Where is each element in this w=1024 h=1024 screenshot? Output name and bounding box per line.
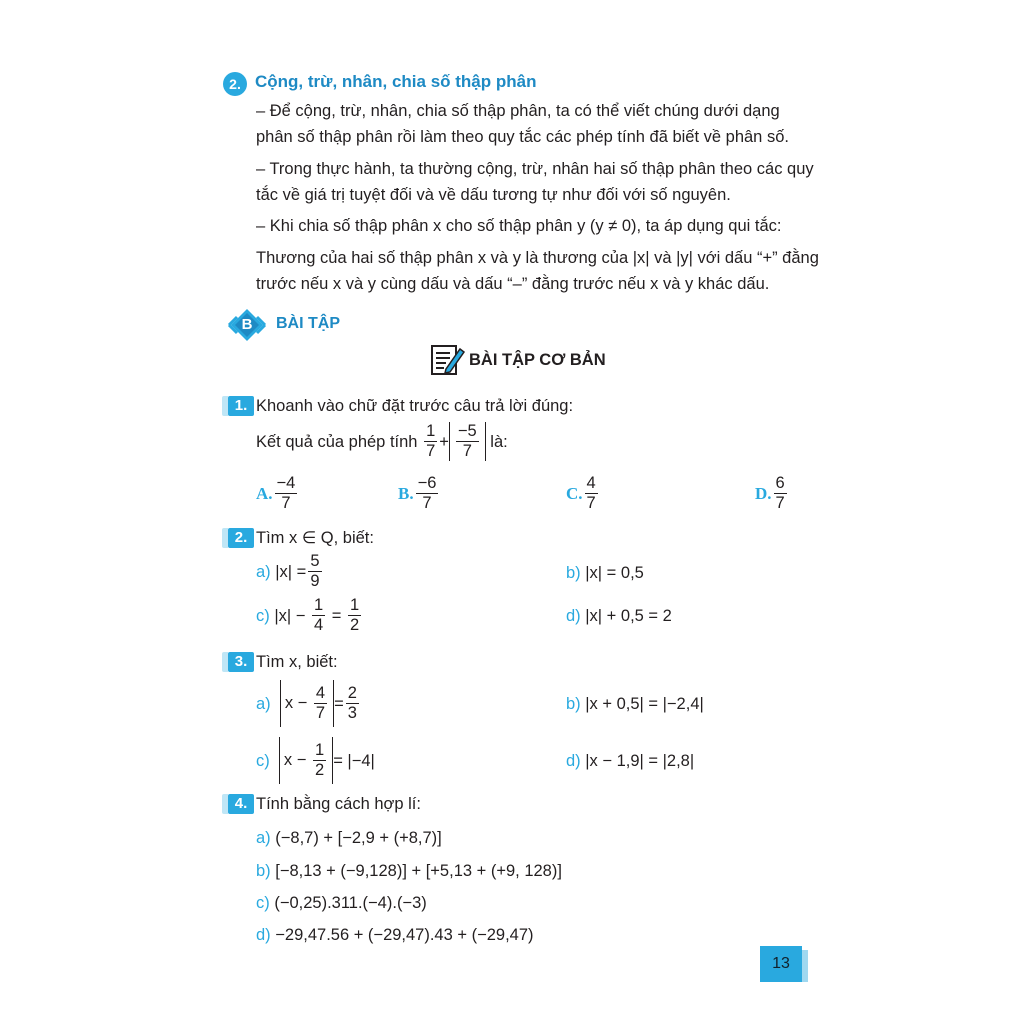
expression: −29,47.56 + (−29,47).43 + (−29,47) [275, 926, 534, 944]
sub-label: a) [256, 562, 271, 581]
expression: x − [284, 693, 308, 712]
sub-question-a [256, 680, 361, 727]
expression: (−8,7) + [−2,9 + (+8,7)] [275, 829, 442, 847]
exercise-expression [256, 422, 508, 461]
sub-question-a [256, 552, 324, 591]
plus-sign: + [439, 432, 449, 451]
option-b[interactable] [398, 474, 440, 513]
fraction [348, 596, 361, 635]
denominator: 7 [775, 494, 785, 512]
numerator: 1 [315, 741, 325, 759]
option-c[interactable] [566, 474, 600, 513]
equation-rhs: = |−4| [333, 751, 375, 770]
sub-label: d) [256, 926, 271, 944]
denominator: 2 [350, 616, 360, 634]
numerator: −6 [417, 474, 437, 492]
denominator: 7 [315, 704, 326, 722]
sub-label: d) [566, 607, 581, 625]
numerator: 4 [315, 684, 326, 702]
denominator: 7 [586, 494, 596, 512]
sub-label: c) [256, 751, 270, 770]
denominator: 4 [313, 616, 324, 634]
fraction [456, 422, 479, 461]
expression: [−8,13 + (−9,128)] + [+5,13 + (+9, 128)] [275, 862, 562, 880]
exercise-number-badge: 2. [228, 528, 254, 548]
denominator: 7 [422, 494, 432, 512]
equation-lhs: |x| = [275, 562, 307, 581]
denominator: 3 [347, 704, 357, 722]
sub-label: d) [566, 752, 581, 770]
section-b-title: BÀI TẬP [276, 315, 340, 332]
fraction [314, 684, 327, 723]
equation: |x| = 0,5 [585, 564, 644, 582]
fraction [424, 422, 437, 461]
paragraph-line: phân số thập phân rồi làm theo quy tắc các phép tính đã biết về phân số. [256, 128, 789, 146]
numerator: 6 [775, 474, 785, 492]
sub-label: c) [256, 894, 270, 912]
option-label: C. [566, 483, 583, 503]
equals-sign: = [331, 606, 342, 625]
notepad-pencil-icon [430, 343, 466, 377]
fraction [275, 474, 298, 513]
paragraph-line: tắc về giá trị tuyệt đối và về dấu tương tự như đối với số nguyên. [256, 186, 731, 204]
sub-question-d [256, 924, 534, 946]
section-title: Cộng, trừ, nhân, chia số thập phân [255, 72, 537, 91]
denominator: 2 [315, 761, 325, 779]
denominator: 7 [426, 442, 436, 460]
sub-question-d [566, 750, 694, 772]
sub-question-c [256, 737, 375, 784]
exercise-number-badge: 4. [228, 794, 254, 814]
sub-label: b) [566, 564, 581, 582]
sub-label: b) [256, 862, 271, 880]
numerator: 4 [586, 474, 596, 492]
fraction [774, 474, 787, 513]
option-label: D. [755, 483, 772, 503]
page-number: 13 [760, 946, 802, 982]
exercise-prompt: Tìm x ∈ Q, biết: [256, 529, 374, 547]
option-label: A. [256, 483, 273, 503]
paragraph-line: Thương của hai số thập phân x và y là thương của |x| và |y| với dấu “+” đằng [256, 249, 819, 267]
option-label: B. [398, 483, 414, 503]
option-a[interactable] [256, 474, 299, 513]
exercise-prompt: Tính bằng cách hợp lí: [256, 795, 421, 813]
expression-suffix: là: [490, 432, 508, 451]
paragraph-line: – Trong thực hành, ta thường cộng, trừ, nhân hai số thập phân theo các quy [256, 160, 814, 178]
numerator: −4 [276, 474, 296, 492]
equation: |x| + 0,5 = 2 [585, 607, 672, 625]
sub-question-b [566, 693, 704, 715]
numerator: 2 [347, 684, 357, 702]
sub-question-b [256, 860, 562, 882]
sub-label: b) [566, 695, 581, 713]
numerator: 1 [426, 422, 436, 440]
exercise-prompt: Khoanh vào chữ đặt trước câu trả lời đúng: [256, 397, 574, 415]
sub-label: c) [256, 606, 270, 625]
sub-question-c [256, 892, 427, 914]
absolute-value [449, 422, 486, 461]
equals-sign: = [334, 694, 344, 713]
equation: |x − 1,9| = |2,8| [585, 752, 695, 770]
numerator: 1 [313, 596, 324, 614]
fraction [416, 474, 439, 513]
fraction [308, 552, 321, 591]
exercise-prompt: Tìm x, biết: [256, 653, 338, 671]
denominator: 9 [310, 572, 320, 590]
exercise-number-badge: 3. [228, 652, 254, 672]
absolute-value [280, 680, 334, 727]
fraction [312, 596, 325, 635]
numerator: 5 [310, 552, 320, 570]
numerator: −5 [457, 422, 477, 440]
absolute-value [279, 737, 333, 784]
sub-label: a) [256, 829, 271, 847]
sub-question-a [256, 827, 442, 849]
basic-exercises-title: BÀI TẬP CƠ BẢN [469, 351, 606, 369]
expression-prefix: Kết quả của phép tính [256, 432, 418, 451]
fraction [585, 474, 598, 513]
fraction [346, 684, 359, 723]
expression: x − [283, 750, 307, 769]
sub-question-b [566, 562, 644, 584]
section-number-badge: 2. [223, 72, 247, 96]
option-d[interactable] [755, 474, 789, 513]
sub-question-d [566, 605, 672, 627]
paragraph-line: trước nếu x và y cùng dấu và dấu “–” đằng trước nếu x và y khác dấu. [256, 275, 770, 293]
section-b-letter: B [241, 316, 253, 333]
denominator: 7 [462, 442, 472, 460]
numerator: 1 [350, 596, 360, 614]
paragraph-line: – Khi chia số thập phân x cho số thập phân y (y ≠ 0), ta áp dụng qui tắc: [256, 217, 782, 235]
sub-label: a) [256, 694, 271, 713]
equation: |x + 0,5| = |−2,4| [585, 695, 704, 713]
paragraph-line: – Để cộng, trừ, nhân, chia số thập phân, ta có thể viết chúng dưới dạng [256, 102, 780, 120]
denominator: 7 [281, 494, 291, 512]
fraction [313, 741, 326, 780]
equation-lhs: |x| − [274, 606, 306, 625]
exercise-number-badge: 1. [228, 396, 254, 416]
expression: (−0,25).311.(−4).(−3) [274, 894, 427, 912]
sub-question-c [256, 596, 363, 635]
